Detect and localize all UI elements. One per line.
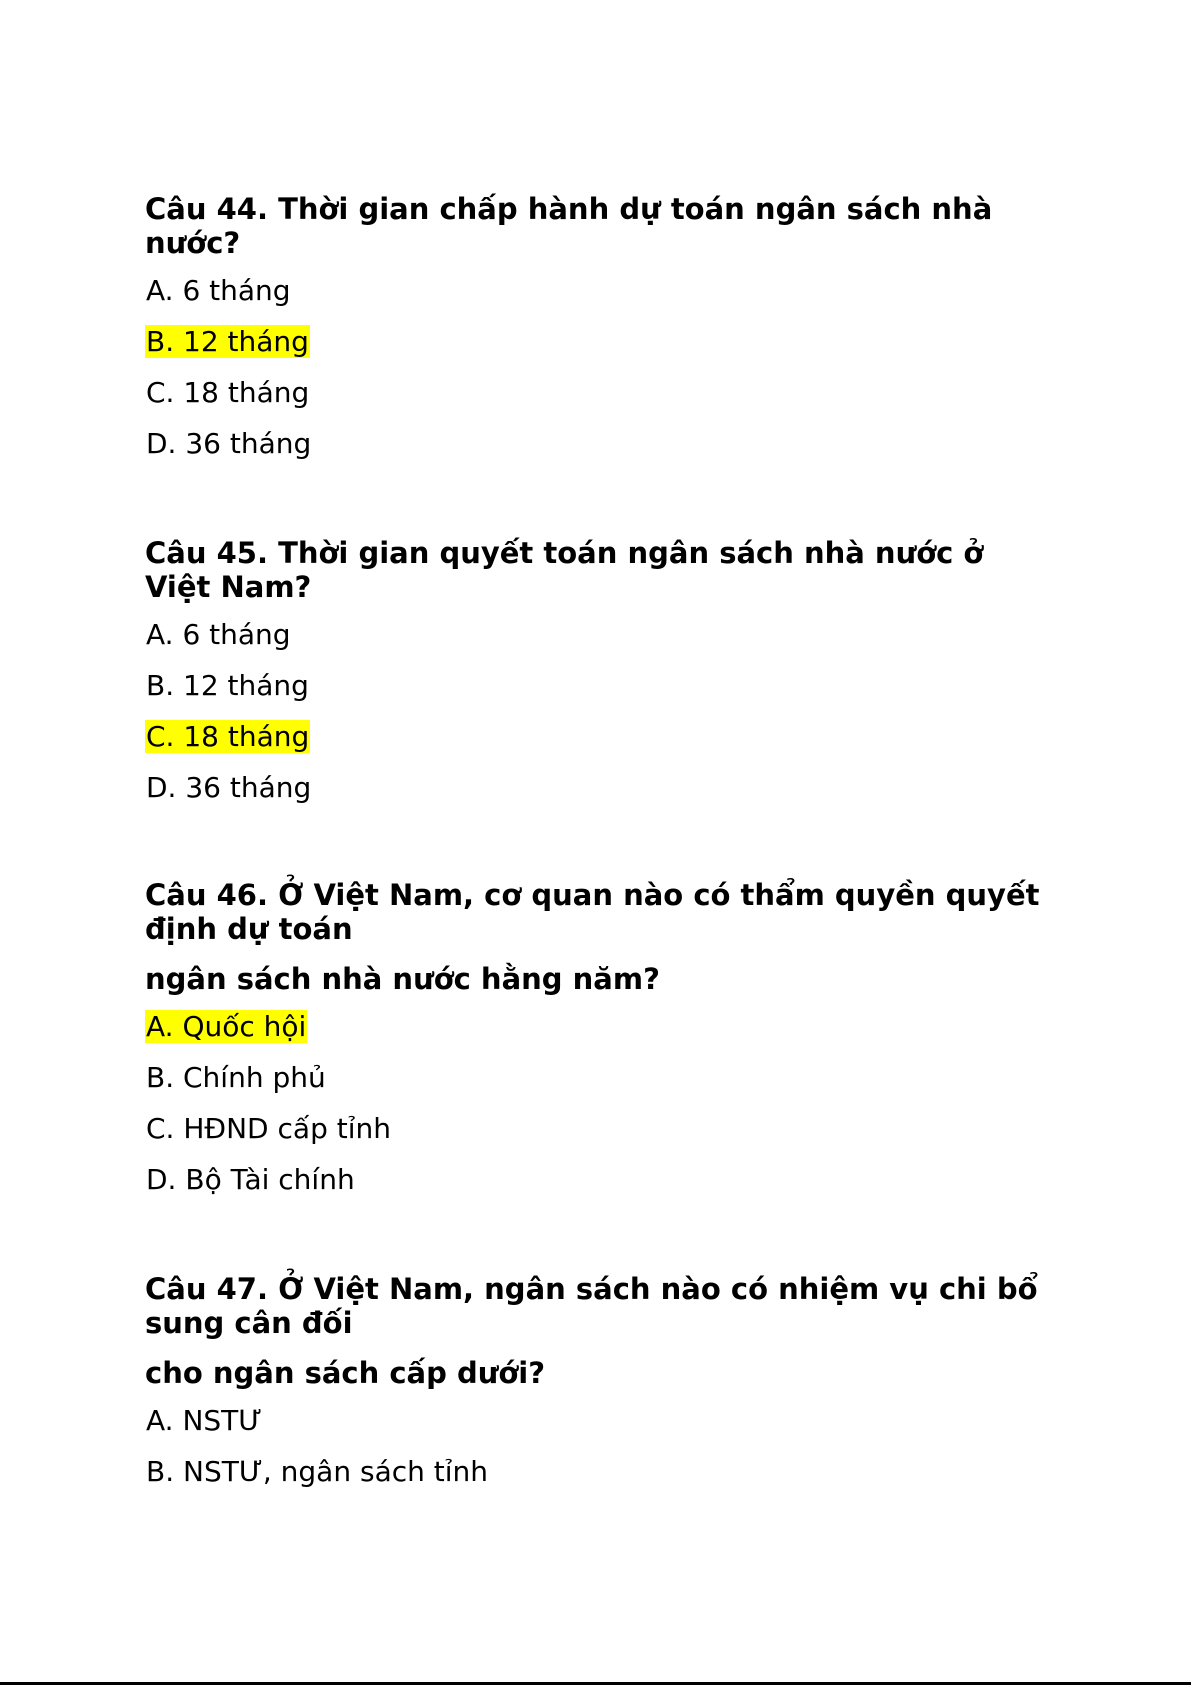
answer-b: [145, 1455, 1045, 1489]
answer-text: A. 6 tháng: [146, 618, 291, 651]
answer-b: [145, 1061, 1045, 1095]
answer-list: [145, 1404, 1045, 1489]
answer-text: B. Chính phủ: [146, 1061, 326, 1094]
question-title: Câu 46. Ở Việt Nam, cơ quan nào có thẩm quyền quyết định dự toán: [145, 878, 1040, 946]
answer-d: [145, 1163, 1045, 1197]
answer-text-highlighted: B. 12 tháng: [146, 325, 309, 358]
question-title: Câu 45. Thời gian quyết toán ngân sách nhà nước ở Việt Nam?: [145, 536, 984, 604]
answer-text: C. 18 tháng: [146, 376, 310, 409]
question-46: [145, 878, 1045, 1214]
answer-d: [145, 427, 1045, 461]
question-title: Câu 47. Ở Việt Nam, ngân sách nào có nhiệm vụ chi bổ sung cân đối: [145, 1272, 1038, 1340]
answer-text: B. 12 tháng: [146, 669, 309, 702]
answer-text: A. NSTƯ: [146, 1404, 263, 1437]
answer-text: A. 6 tháng: [146, 274, 291, 307]
answer-text-highlighted: A. Quốc hội: [146, 1010, 307, 1043]
answer-d: [145, 771, 1045, 805]
answer-a: [145, 618, 1045, 652]
question-47: [145, 1272, 1045, 1506]
answer-list: [145, 274, 1045, 461]
answer-text: C. HĐND cấp tỉnh: [146, 1112, 391, 1145]
answer-a: [145, 1010, 1045, 1044]
question-44: [145, 192, 1045, 478]
question-title-continued: ngân sách nhà nước hằng năm?: [145, 962, 660, 996]
answer-c: [145, 720, 1045, 754]
answer-text: B. NSTƯ, ngân sách tỉnh: [146, 1455, 489, 1488]
question-45: [145, 536, 1045, 822]
answer-a: [145, 1404, 1045, 1438]
answer-a: [145, 274, 1045, 308]
answer-b: [145, 669, 1045, 703]
answer-b: [145, 325, 1045, 359]
answer-list: [145, 1010, 1045, 1197]
answer-text: D. 36 tháng: [146, 427, 312, 460]
question-title-continued: cho ngân sách cấp dưới?: [145, 1356, 546, 1390]
answer-text: D. 36 tháng: [146, 771, 312, 804]
answer-c: [145, 376, 1045, 410]
answer-text-highlighted: C. 18 tháng: [146, 720, 310, 753]
question-title: Câu 44. Thời gian chấp hành dự toán ngân sách nhà nước?: [145, 192, 993, 260]
answer-text: D. Bộ Tài chính: [146, 1163, 355, 1196]
answer-list: [145, 618, 1045, 805]
answer-c: [145, 1112, 1045, 1146]
